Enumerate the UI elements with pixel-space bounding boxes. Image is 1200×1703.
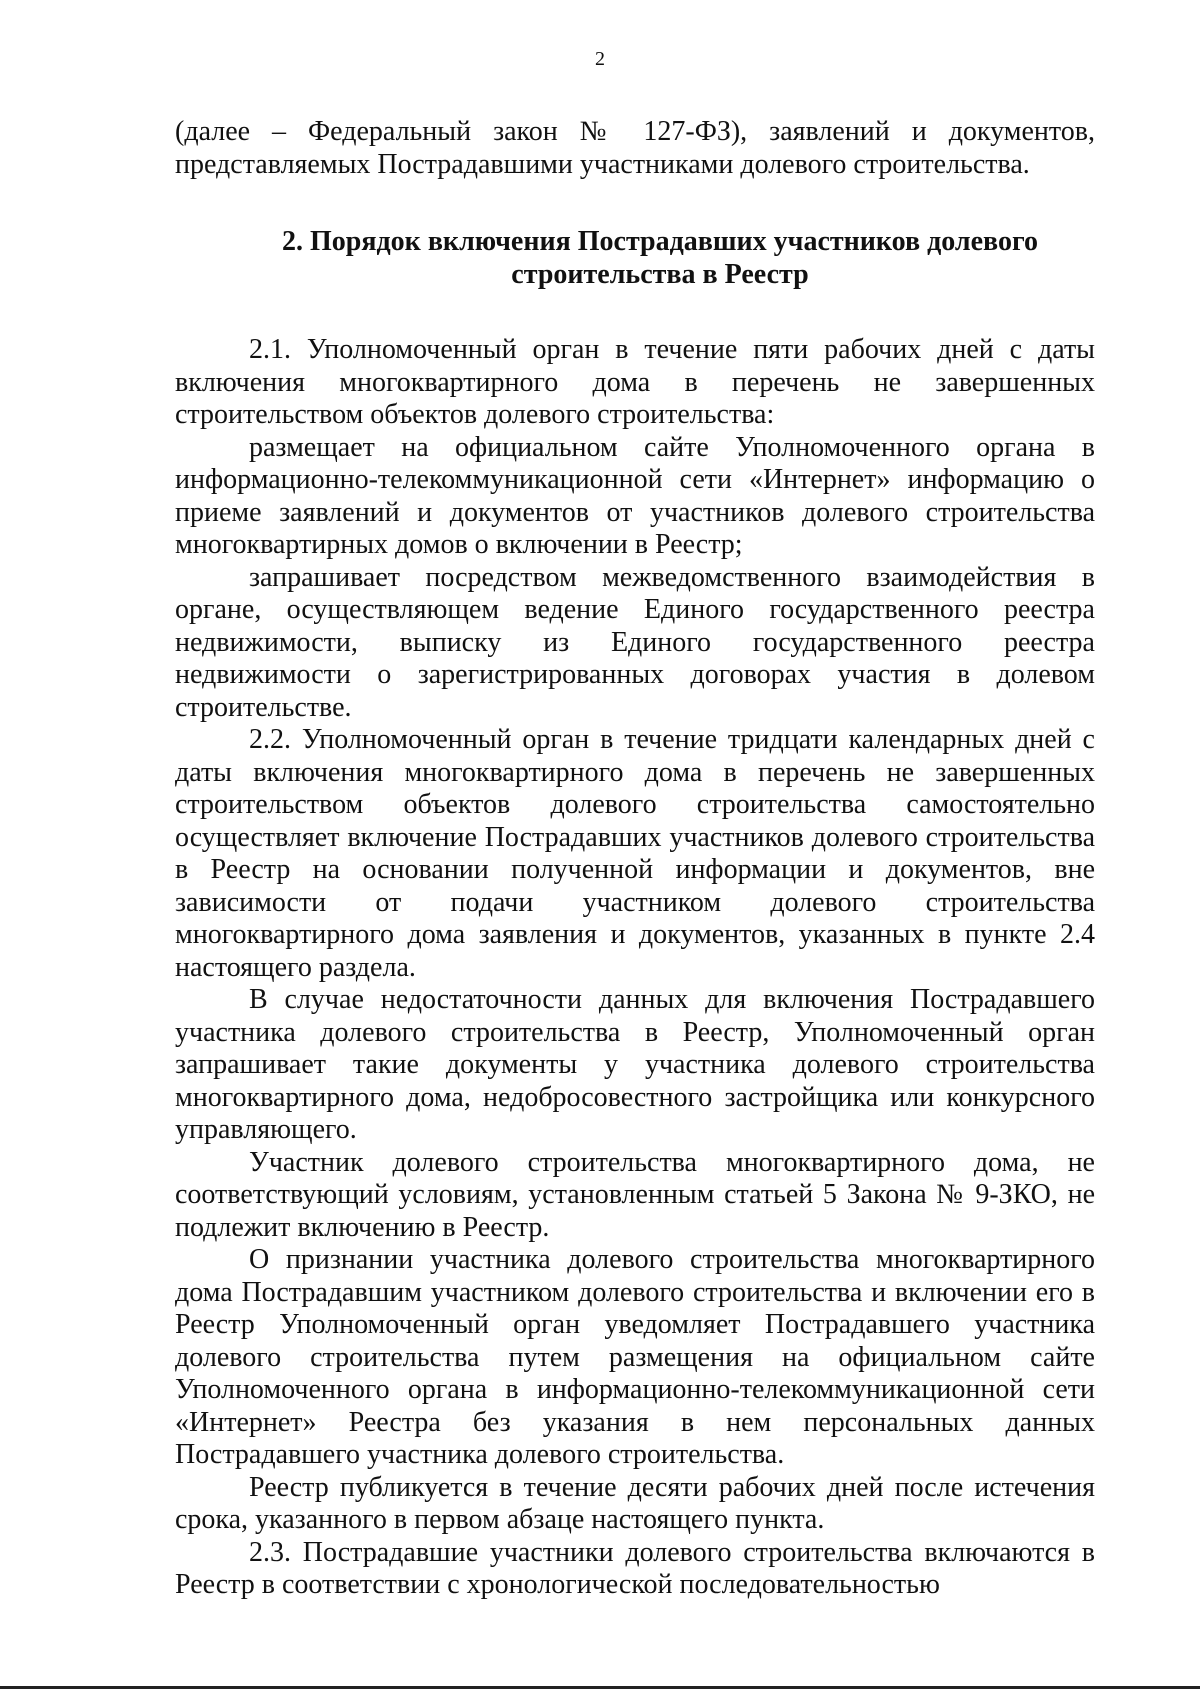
- paragraph-2-2-insufficient-data: В случае недостаточности данных для включения Пострадавшего участника долевого строительства в Реестр, Уполномоченный орган запрашивает такие документы у участника долевого строительства многоквартирного дома, недобросовестного застройщика или конкурсного управляющего.: [175, 984, 1095, 1145]
- page-number: 2: [595, 48, 605, 70]
- paragraph-2-2-not-eligible: Участник долевого строительства многоквартирного дома, не соответствующий условиям, установленным статьей 5 Закона № 9-ЗКО, не подлежит включению в Реестр.: [175, 1146, 1095, 1243]
- paragraph-2-2-notification: О признании участника долевого строительства многоквартирного дома Пострадавшим участником долевого строительства и включении его в Реестр Уполномоченный орган уведомляет Пострадавшего участника долевого строительства путем размещения на официальном сайте Уполномоченного органа в информационно-телекоммуникационной сети «Интернет» Реестра без указания в нем персональных данных Пострадавшего участника долевого строительства.: [175, 1244, 1095, 1470]
- document-body: [175, 116, 1095, 1602]
- paragraph-2-3: 2.3. Пострадавшие участники долевого строительства включаются в Реестр в соответствии с хронологической последовательностью: [175, 1536, 1095, 1600]
- paragraph-2-2-publication: Реестр публикуется в течение десяти рабочих дней после истечения срока, указанного в первом абзаце настоящего пункта.: [175, 1471, 1095, 1535]
- intro-paragraph: (далее – Федеральный закон № 127-ФЗ), заявлений и документов, представляемых Пострадавшими участниками долевого строительства.: [175, 116, 1095, 180]
- section-heading: [175, 226, 1095, 291]
- section-heading-line-1: 2. Порядок включения Пострадавших участников долевого: [282, 226, 1038, 257]
- paragraph-2-2: 2.2. Уполномоченный орган в течение тридцати календарных дней с даты включения многоквартирного дома в перечень не завершенных строительством объектов долевого строительства самостоятельно осуществляет включение Пострадавших участников долевого строительства в Реестр на основании полученной информации и документов, вне зависимости от подачи участником долевого строительства многоквартирного дома заявления и документов, указанных в пункте 2.4 настоящего раздела.: [175, 724, 1095, 983]
- scan-bottom-edge: [0, 1686, 1200, 1689]
- paragraph-2-1: 2.1. Уполномоченный орган в течение пяти рабочих дней с даты включения многоквартирного дома в перечень не завершенных строительством объектов долевого строительства:: [175, 334, 1095, 430]
- section-heading-line-2: строительства в Реестр: [511, 258, 809, 290]
- paragraph-2-1-publish: размещает на официальном сайте Уполномоченного органа в информационно-телекоммуникационной сети «Интернет» информацию о приеме заявлений и документов от участников долевого строительства многоквартирных домов о включении в Реестр;: [175, 431, 1095, 560]
- paragraph-2-1-request: запрашивает посредством межведомственного взаимодействия в органе, осуществляющем ведение Единого государственного реестра недвижимости, выписку из Единого государственного реестра недвижимости о зарегистрированных договорах участия в долевом строительстве.: [175, 561, 1095, 723]
